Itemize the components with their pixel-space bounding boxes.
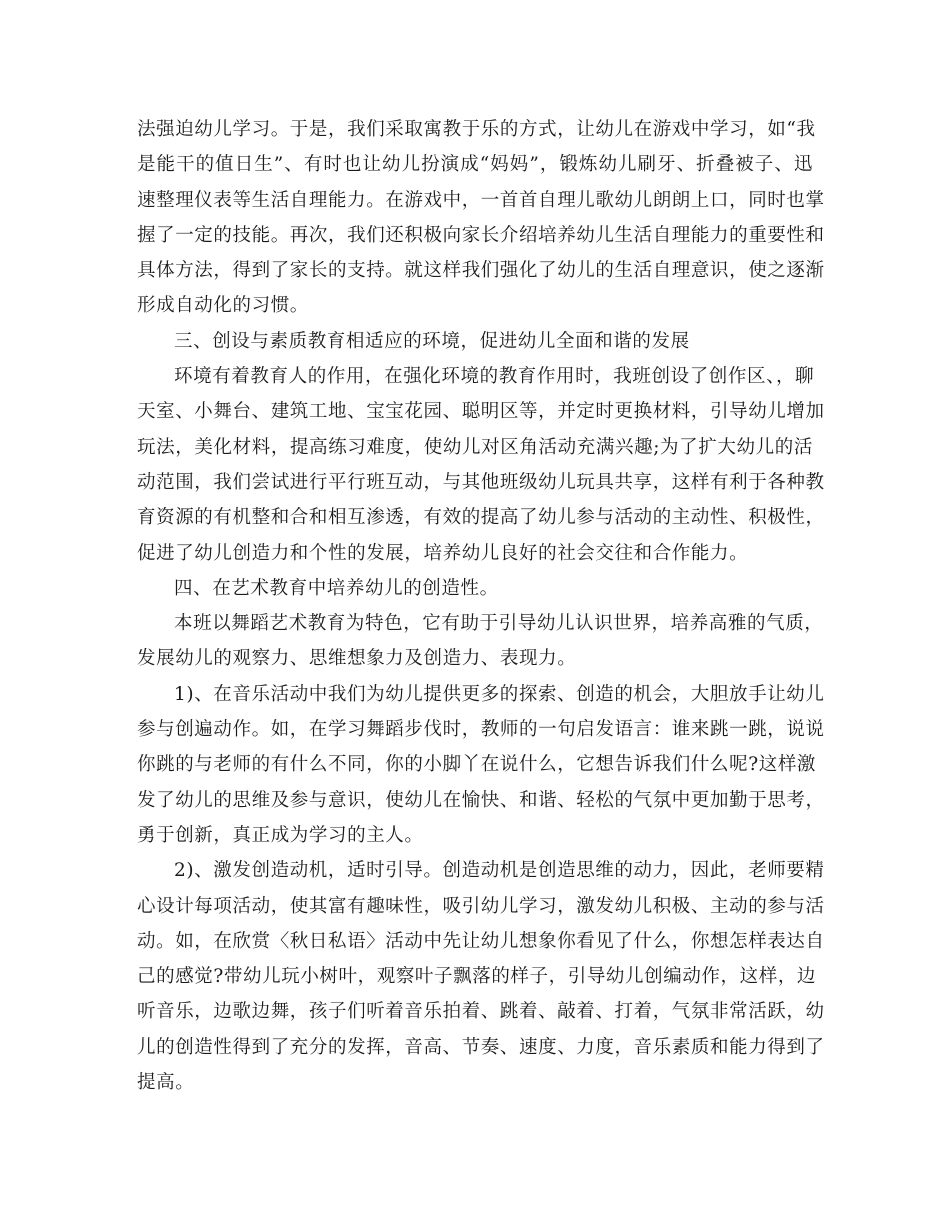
- text-line: 你跳的与老师的有什么不同，你的小脚丫在说什么，它想告诉我们什么呢?这样激: [137, 754, 817, 776]
- text-line: 三、创设与素质教育相适应的环境，促进幼儿全面和谐的发展: [174, 330, 690, 352]
- text-line: 儿的创造性得到了充分的发挥，音高、节奏、速度、力度，音乐素质和能力得到了: [137, 1036, 825, 1058]
- text-line: 提高。: [137, 1072, 195, 1094]
- text-line: 法强迫幼儿学习。于是，我们采取寓教于乐的方式，让幼儿在游戏中学习，如“我: [137, 119, 816, 140]
- text-line: 育资源的有机整和合和相互渗透，有效的提高了幼儿参与活动的主动性、积极性，: [137, 507, 825, 529]
- text-line: 发了幼儿的思维及参与意识，使幼儿在愉快、和谐、轻松的气氛中更加勤于思考，: [137, 789, 825, 811]
- text-line: 参与创遍动作。如，在学习舞蹈步伐时，教师的一句启发语言：谁来跳一跳，说说: [137, 719, 825, 741]
- text-line: 2)、激发创造动机，适时引导。创造动机是创造思维的动力，因此，老师要精: [174, 860, 825, 882]
- text-line: 具体方法，得到了家长的支持。就这样我们强化了幼儿的生活自理意识，使之逐渐: [137, 260, 825, 282]
- text-line: 心设计每项活动，使其富有趣味性，吸引幼儿学习，激发幼儿积极、主动的参与活: [137, 895, 825, 917]
- text-line: 环境有着教育人的作用，在强化环境的教育作用时，我班创设了创作区、，聊: [174, 366, 815, 388]
- document-body: [137, 112, 825, 1100]
- text-line: 勇于创新，真正成为学习的主人。: [137, 824, 424, 846]
- text-line: 1)、在音乐活动中我们为幼儿提供更多的探索、创造的机会，大胆放手让幼儿: [174, 683, 825, 705]
- text-line: 握了一定的技能。再次，我们还积极向家长介绍培养幼儿生活自理能力的重要性和: [137, 224, 825, 246]
- text-line: 听音乐，边歌边舞，孩子们听着音乐拍着、跳着、敲着、打着，气氛非常活跃，幼: [137, 1001, 825, 1023]
- text-line: 形成自动化的习惯。: [137, 295, 309, 317]
- text-line: 动范围，我们尝试进行平行班互动，与其他班级幼儿玩具共享，这样有利于各种教: [137, 471, 825, 493]
- text-line: 发展幼儿的观察力、思维想象力及创造力、表现力。: [137, 648, 577, 670]
- text-line: 本班以舞蹈艺术教育为特色，它有助于引导幼儿认识世界，培养高雅的气质，: [174, 613, 824, 635]
- text-line: 是能干的值日生”、有时也让幼儿扮演成“妈妈”，锻炼幼儿刷牙、折叠被子、迅: [137, 154, 813, 176]
- text-line: 天室、小舞台、建筑工地、宝宝花园、聪明区等，并定时更换材料，引导幼儿增加: [137, 401, 825, 423]
- text-line: 己的感觉?带幼儿玩小树叶，观察叶子飘落的样子，引导幼儿创编动作，这样，边: [137, 966, 817, 988]
- text-line: 四、在艺术教育中培养幼儿的创造性。: [174, 577, 499, 599]
- text-line: 玩法，美化材料，提高练习难度，使幼儿对区角活动充满兴趣;为了扩大幼儿的活: [137, 436, 813, 458]
- text-line: 动。如，在欣赏〈秋日私语〉活动中先让幼儿想象你看见了什么，你想怎样表达自: [137, 930, 825, 952]
- text-line: 促进了幼儿创造力和个性的发展，培养幼儿良好的社会交往和合作能力。: [137, 542, 749, 564]
- text-line: 速整理仪表等生活自理能力。在游戏中，一首首自理儿歌幼儿朗朗上口，同时也掌: [137, 189, 825, 211]
